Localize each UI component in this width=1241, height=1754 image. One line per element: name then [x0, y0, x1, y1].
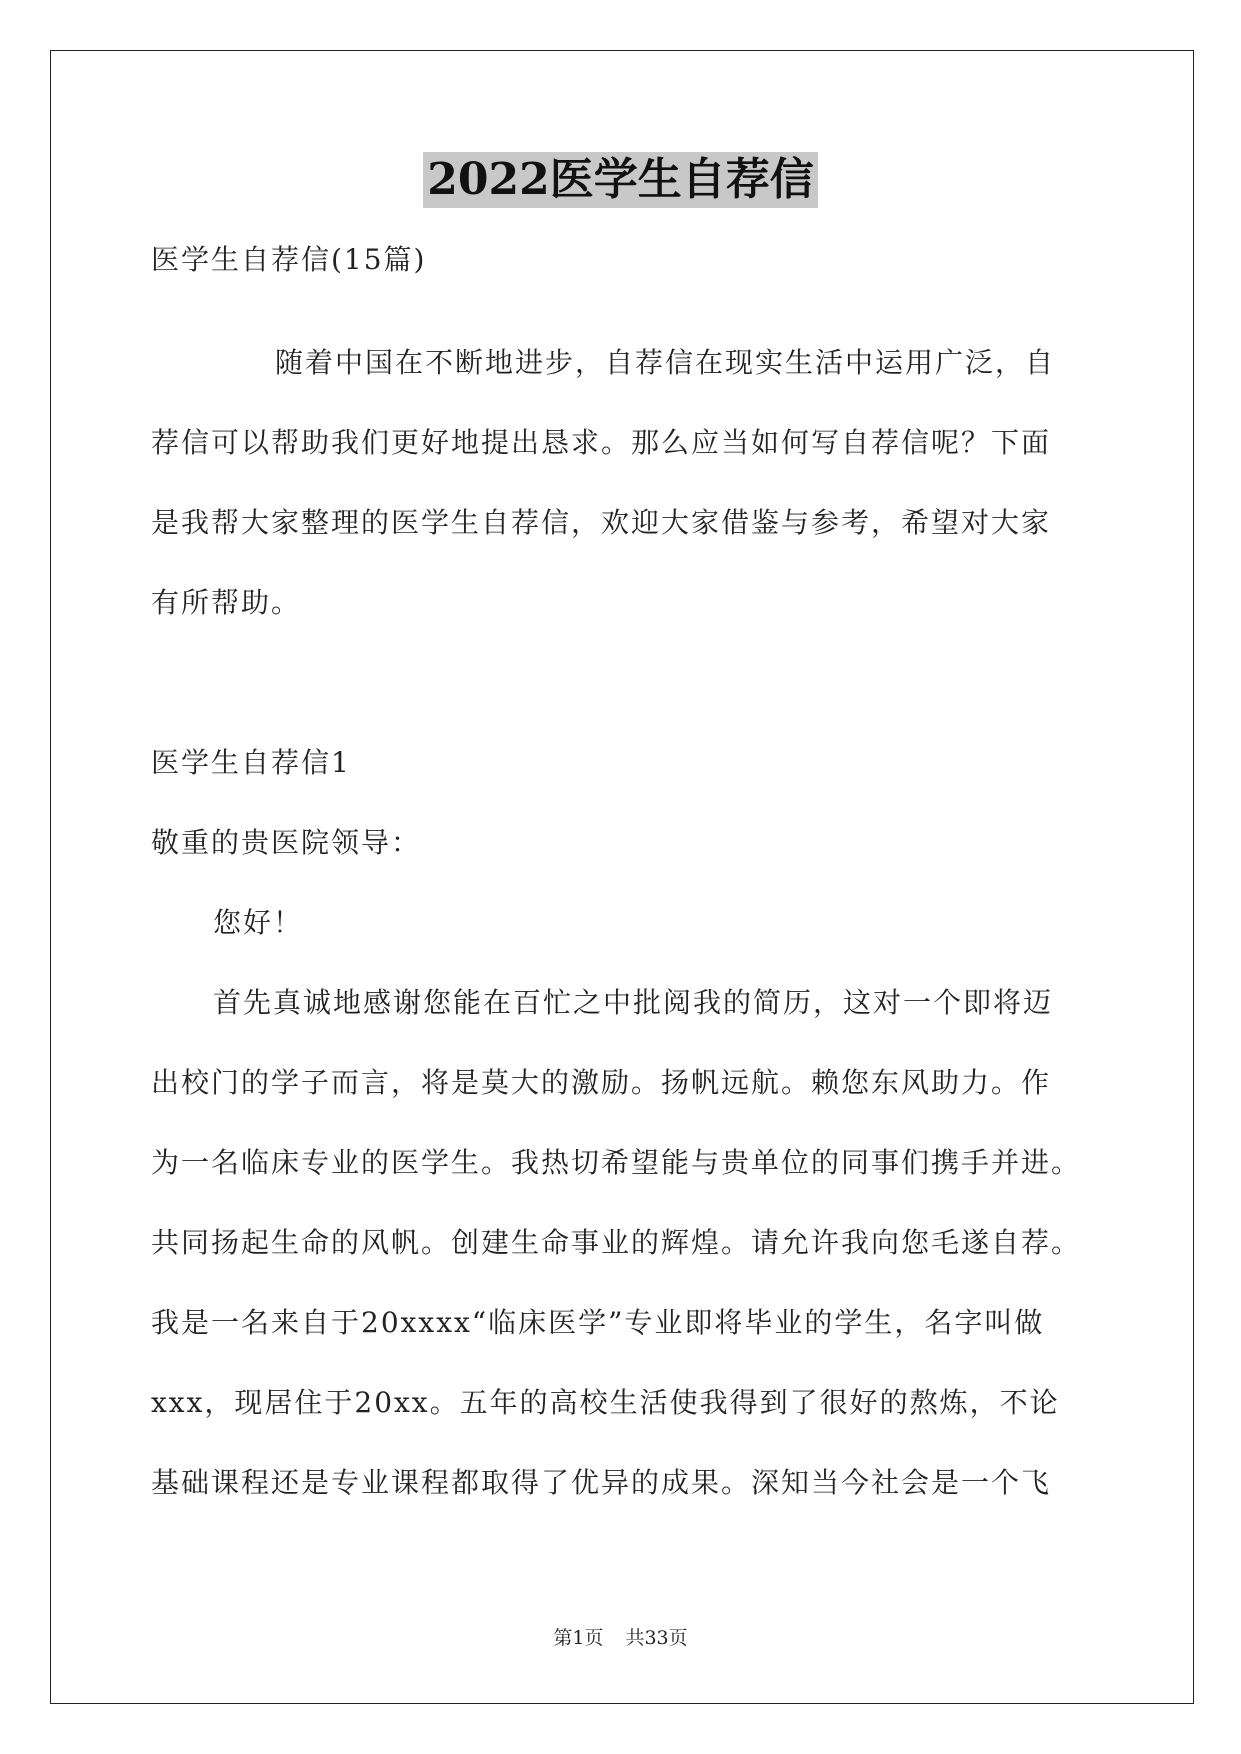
body-line-1: 首先真诚地感谢您能在百忙之中批阅我的简历，这对一个即将迈	[213, 986, 1054, 1019]
body-line-6: xxx，现居住于20xx。五年的高校生活使我得到了很好的熬炼，不论	[151, 1386, 1060, 1419]
salutation: 敬重的贵医院领导：	[151, 826, 422, 859]
body-line-4: 共同扬起生命的风帆。创建生命事业的辉煌。请允许我向您毛遂自荐。	[151, 1226, 1082, 1259]
document-subtitle: 医学生自荐信(15篇)	[151, 243, 427, 276]
page-footer	[0, 1623, 1241, 1650]
page-total: 共33页	[625, 1627, 688, 1649]
document-title: 2022医学生自荐信	[423, 152, 817, 208]
body-line-7: 基础课程还是专业课程都取得了优异的成果。深知当今社会是一个飞	[151, 1466, 1052, 1499]
section-heading: 医学生自荐信1	[151, 746, 351, 779]
greeting: 您好！	[213, 906, 304, 939]
intro-line-4: 有所帮助。	[151, 586, 302, 619]
page-border	[50, 50, 1194, 1704]
intro-line-3: 是我帮大家整理的医学生自荐信，欢迎大家借鉴与参考，希望对大家	[151, 506, 1052, 539]
body-line-2: 出校门的学子而言，将是莫大的激励。扬帆远航。赖您东风助力。作	[151, 1066, 1052, 1099]
intro-line-1: 随着中国在不断地进步，自荐信在现实生活中运用广泛，自	[275, 346, 1056, 379]
page-number: 第1页	[553, 1627, 604, 1649]
body-line-5: 我是一名来自于20xxxx“临床医学”专业即将毕业的学生，名字叫做	[151, 1306, 1045, 1339]
body-line-3: 为一名临床专业的医学生。我热切希望能与贵单位的同事们携手并进。	[151, 1146, 1082, 1179]
intro-line-2: 荐信可以帮助我们更好地提出恳求。那么应当如何写自荐信呢？下面	[151, 426, 1052, 459]
title-container	[0, 152, 1241, 208]
